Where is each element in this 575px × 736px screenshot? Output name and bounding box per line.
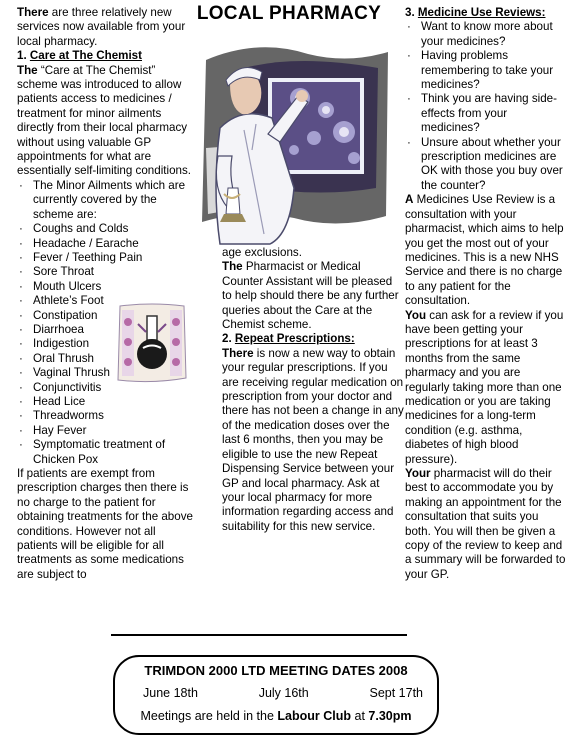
questions-list	[405, 20, 567, 193]
review-paragraph	[405, 193, 567, 308]
queries-lead: The	[222, 260, 243, 274]
section2-number: 2.	[222, 332, 235, 346]
meeting-place: Labour Club	[277, 709, 352, 723]
intro-paragraph	[17, 6, 193, 49]
exempt-paragraph: If patients are exempt from prescription charges then there is no charge to the patient for obtaining treatments for the above conditions. However not all patients will be eligible for all treatments as some medications are subject to	[17, 467, 193, 581]
list-item: · Oral Thrush	[17, 352, 193, 366]
section2-lead: There	[222, 346, 254, 360]
meeting-dates-box	[113, 655, 439, 735]
list-item: · Constipation	[17, 309, 193, 323]
list-item: · Conjunctivitis	[17, 381, 193, 395]
list-item: · Mouth Ulcers	[17, 280, 193, 294]
continued-text: age exclusions.	[222, 246, 302, 259]
list-item: · Threadworms	[17, 409, 193, 423]
section2-text: is now a new way to obtain your regular prescriptions. If you are receiving regular medication on prescription from your doctor and there has not been a change in any of the medication doses over the last 6 months, then you may be eligible to use the new Repeat Dispensing Service between your GP and local pharmacy. Ask at your local pharmacy for more information regarding access and suitability for this new service.	[222, 346, 404, 533]
list-item: · Indigestion	[17, 337, 193, 351]
flask-tile-illustration	[116, 302, 188, 384]
section3-heading	[405, 6, 567, 20]
page-title: LOCAL PHARMACY	[196, 3, 382, 24]
section1-heading	[17, 49, 193, 63]
column-care-at-chemist	[17, 6, 193, 582]
list-item: · Diarrhoea	[17, 323, 193, 337]
list-item: · Athlete’s Foot	[17, 294, 193, 308]
list-item: · Head Lice	[17, 395, 193, 409]
review-lead: A	[405, 193, 414, 207]
meeting-date: Sept 17th	[369, 686, 423, 700]
section1-title: Care at The Chemist	[29, 49, 142, 63]
section3-number: 3.	[405, 6, 418, 19]
list-item: · Headache / Earache	[17, 237, 193, 251]
list-item: · Think you are having side-effects from your medicines?	[405, 92, 567, 135]
eligibility-paragraph	[405, 309, 567, 467]
review-text: Medicines Use Review is a consultation with your pharmacist, which aims to help you get the most out of your medicines. This is a new NHS Service and there is no charge to any patient for the consultation.	[405, 193, 564, 308]
list-item: · Vaginal Thrush	[17, 366, 193, 380]
divider	[111, 634, 407, 636]
section2-heading	[222, 332, 404, 346]
intro-lead: There	[17, 6, 49, 19]
meeting-note-text: Meetings are held in the	[140, 709, 278, 723]
queries-text: Pharmacist or Medical Counter Assistant will be pleased to help should there be any further queries about the Care at the Chemist scheme.	[222, 260, 399, 332]
list-item: · Symptomatic treatment of Chicken Pox	[17, 438, 193, 467]
list-item: · Fever / Teething Pain	[17, 251, 193, 265]
intro-text: are three relatively new services now available from your local pharmacy.	[17, 6, 186, 48]
list-item: · Unsure about whether your prescription medicines are OK with those you buy over the counter?	[405, 136, 567, 194]
column-repeat-prescriptions	[222, 246, 404, 534]
appointment-paragraph	[405, 467, 567, 582]
meeting-time: 7.30pm	[368, 709, 412, 723]
section2-title: Repeat Prescriptions:	[234, 332, 355, 346]
appointment-lead: Your	[405, 467, 431, 480]
column-medicine-use-reviews	[405, 6, 567, 582]
list-item: · Coughs and Colds	[17, 222, 193, 236]
meeting-date: June 18th	[143, 686, 198, 700]
meeting-date: July 16th	[258, 686, 309, 700]
list-item: · Sore Throat	[17, 265, 193, 279]
section1-number: 1.	[17, 49, 30, 63]
meeting-dates	[115, 686, 437, 700]
section1-lead: The	[17, 63, 38, 77]
list-item: · Hay Fever	[17, 424, 193, 438]
ailments-intro: · The Minor Ailments which are currently covered by the scheme are:	[17, 179, 193, 222]
queries-paragraph	[222, 260, 404, 332]
section1-paragraph	[17, 64, 193, 179]
pharmacist-illustration	[198, 38, 390, 248]
appointment-text: pharmacist will do their best to accommodate you by making an appointment for the consultation that suits you both. You will then be given a copy of the review to keep and a summary will be forwarded to your GP.	[405, 467, 566, 581]
section3-title: Medicine Use Reviews:	[417, 6, 546, 19]
list-item: · Want to know more about your medicines?	[405, 20, 567, 49]
meeting-note-text: at	[351, 709, 369, 723]
list-item: · Having problems remembering to take your medicines?	[405, 49, 567, 92]
section1-text: “Care at The Chemist” scheme was introduced to allow patients access to medicines / treatment for minor ailments directly from their local pharmacy without using valuable GP appointments for what are essentially self-limiting conditions.	[17, 63, 191, 178]
section2-paragraph	[222, 347, 404, 534]
meeting-title: TRIMDON 2000 LTD MEETING DATES 2008	[144, 663, 408, 678]
eligibility-text: can ask for a review if you have been getting your prescriptions for at least 3 months from the same pharmacy and you are regularly taking more than one medication or you are taking medicines for a long-term condition (e.g. asthma, diabetes of high blood pressure).	[405, 308, 564, 466]
eligibility-lead: You	[405, 308, 427, 322]
meeting-note	[115, 709, 437, 723]
